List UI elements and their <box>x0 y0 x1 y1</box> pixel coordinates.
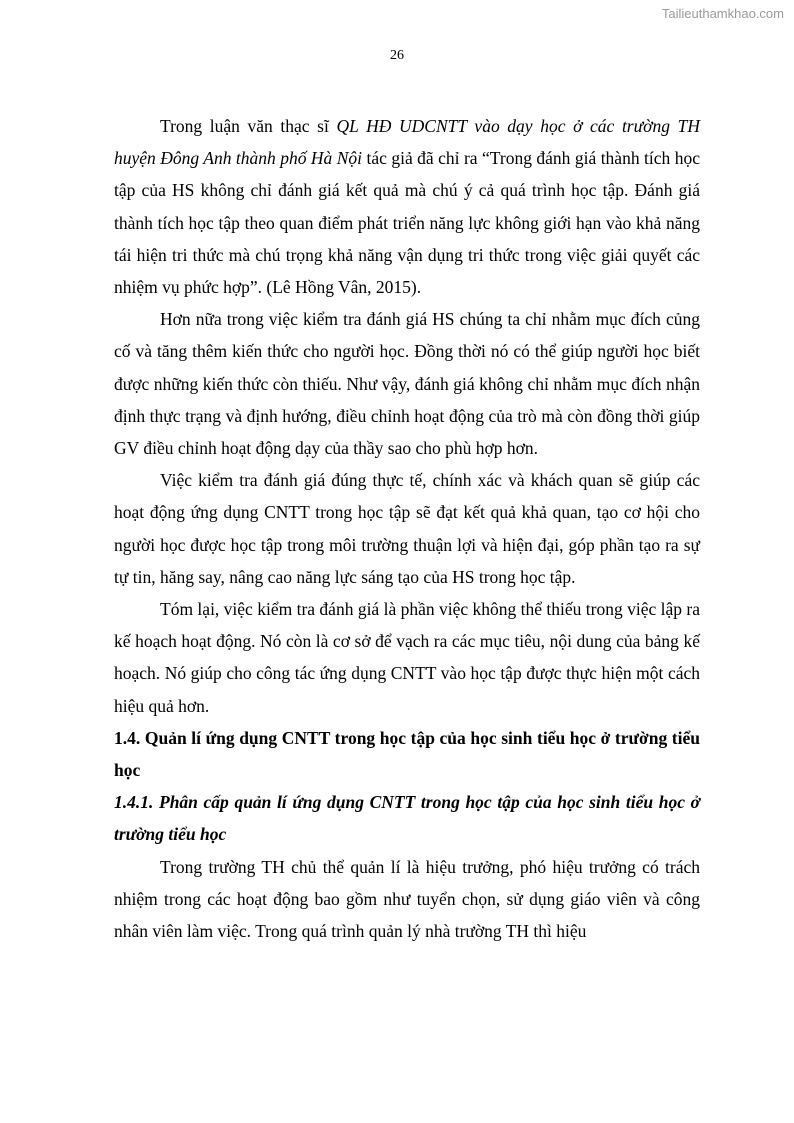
paragraph-1-suffix: tác giả đã chỉ ra “Trong đánh giá thành tích học tập của HS không chỉ đánh giá kết quả mà chú ý cả quá trình học tập. Đánh giá thành tích học tập theo quan điểm phát triển năng lực không giới hạn vào khả năng tái hiện tri thức mà chú trọng khả năng vận dụng tri thức trong việc giải quyết các nhiệm vụ phức hợp”. (Lê Hồng Vân, 2015). <box>114 148 700 298</box>
thesis-title: QL HĐ UDCNTT vào dạy học ở các trường TH huyện Đông Anh thành phố Hà Nội <box>114 116 700 169</box>
paragraph-5: Trong trường TH chủ thể quản lí là hiệu trưởng, phó hiệu trưởng có trách nhiệm trong các hoạt động bao gồm như tuyển chọn, sử dụng giáo viên và công nhân viên làm việc. Trong quá trình quản lý nhà trường TH thì hiệu <box>114 856 700 942</box>
watermark-text: Tailieuthamkhao.com <box>661 6 784 21</box>
document-body <box>114 110 700 947</box>
section-heading-1-4: 1.4. Quản lí ứng dụng CNTT trong học tập của học sinh tiểu học ở trường tiểu học <box>114 727 700 781</box>
paragraph-2: Hơn nữa trong việc kiểm tra đánh giá HS chúng ta chỉ nhằm mục đích củng cố và tăng thêm kiến thức cho người học. Đồng thời nó có thể giúp người học biết được những kiến thức còn thiếu. Như vậy, đánh giá không chỉ nhằm mục đích nhận định thực trạng và định hướng, điều chỉnh hoạt động của trò mà còn đồng thời giúp GV điều chỉnh hoạt động dạy của thầy sao cho phù hợp hơn. <box>114 309 700 459</box>
page-number: 26 <box>390 48 404 63</box>
paragraph-4: Tóm lại, việc kiểm tra đánh giá là phần việc không thể thiếu trong việc lập ra kế hoạch hoạt động. Nó còn là cơ sở để vạch ra các mục tiêu, nội dung của bảng kế hoạch. Nó giúp cho công tác ứng dụng CNTT vào học tập được thực hiện một cách hiệu quả hơn. <box>114 599 700 716</box>
paragraph-1 <box>114 110 700 303</box>
subsection-heading-1-4-1: 1.4.1. Phân cấp quản lí ứng dụng CNTT trong học tập của học sinh tiểu học ở trường tiểu học <box>114 792 700 845</box>
paragraph-3: Việc kiểm tra đánh giá đúng thực tế, chính xác và khách quan sẽ giúp các hoạt động ứng dụng CNTT trong học tập sẽ đạt kết quả khả quan, tạo cơ hội cho người học được học tập trong môi trường thuận lợi và hiện đại, góp phần tạo ra sự tự tin, hăng say, nâng cao năng lực sáng tạo của HS trong học tập. <box>114 470 700 587</box>
paragraph-1-prefix: Trong luận văn thạc sĩ <box>160 116 337 136</box>
